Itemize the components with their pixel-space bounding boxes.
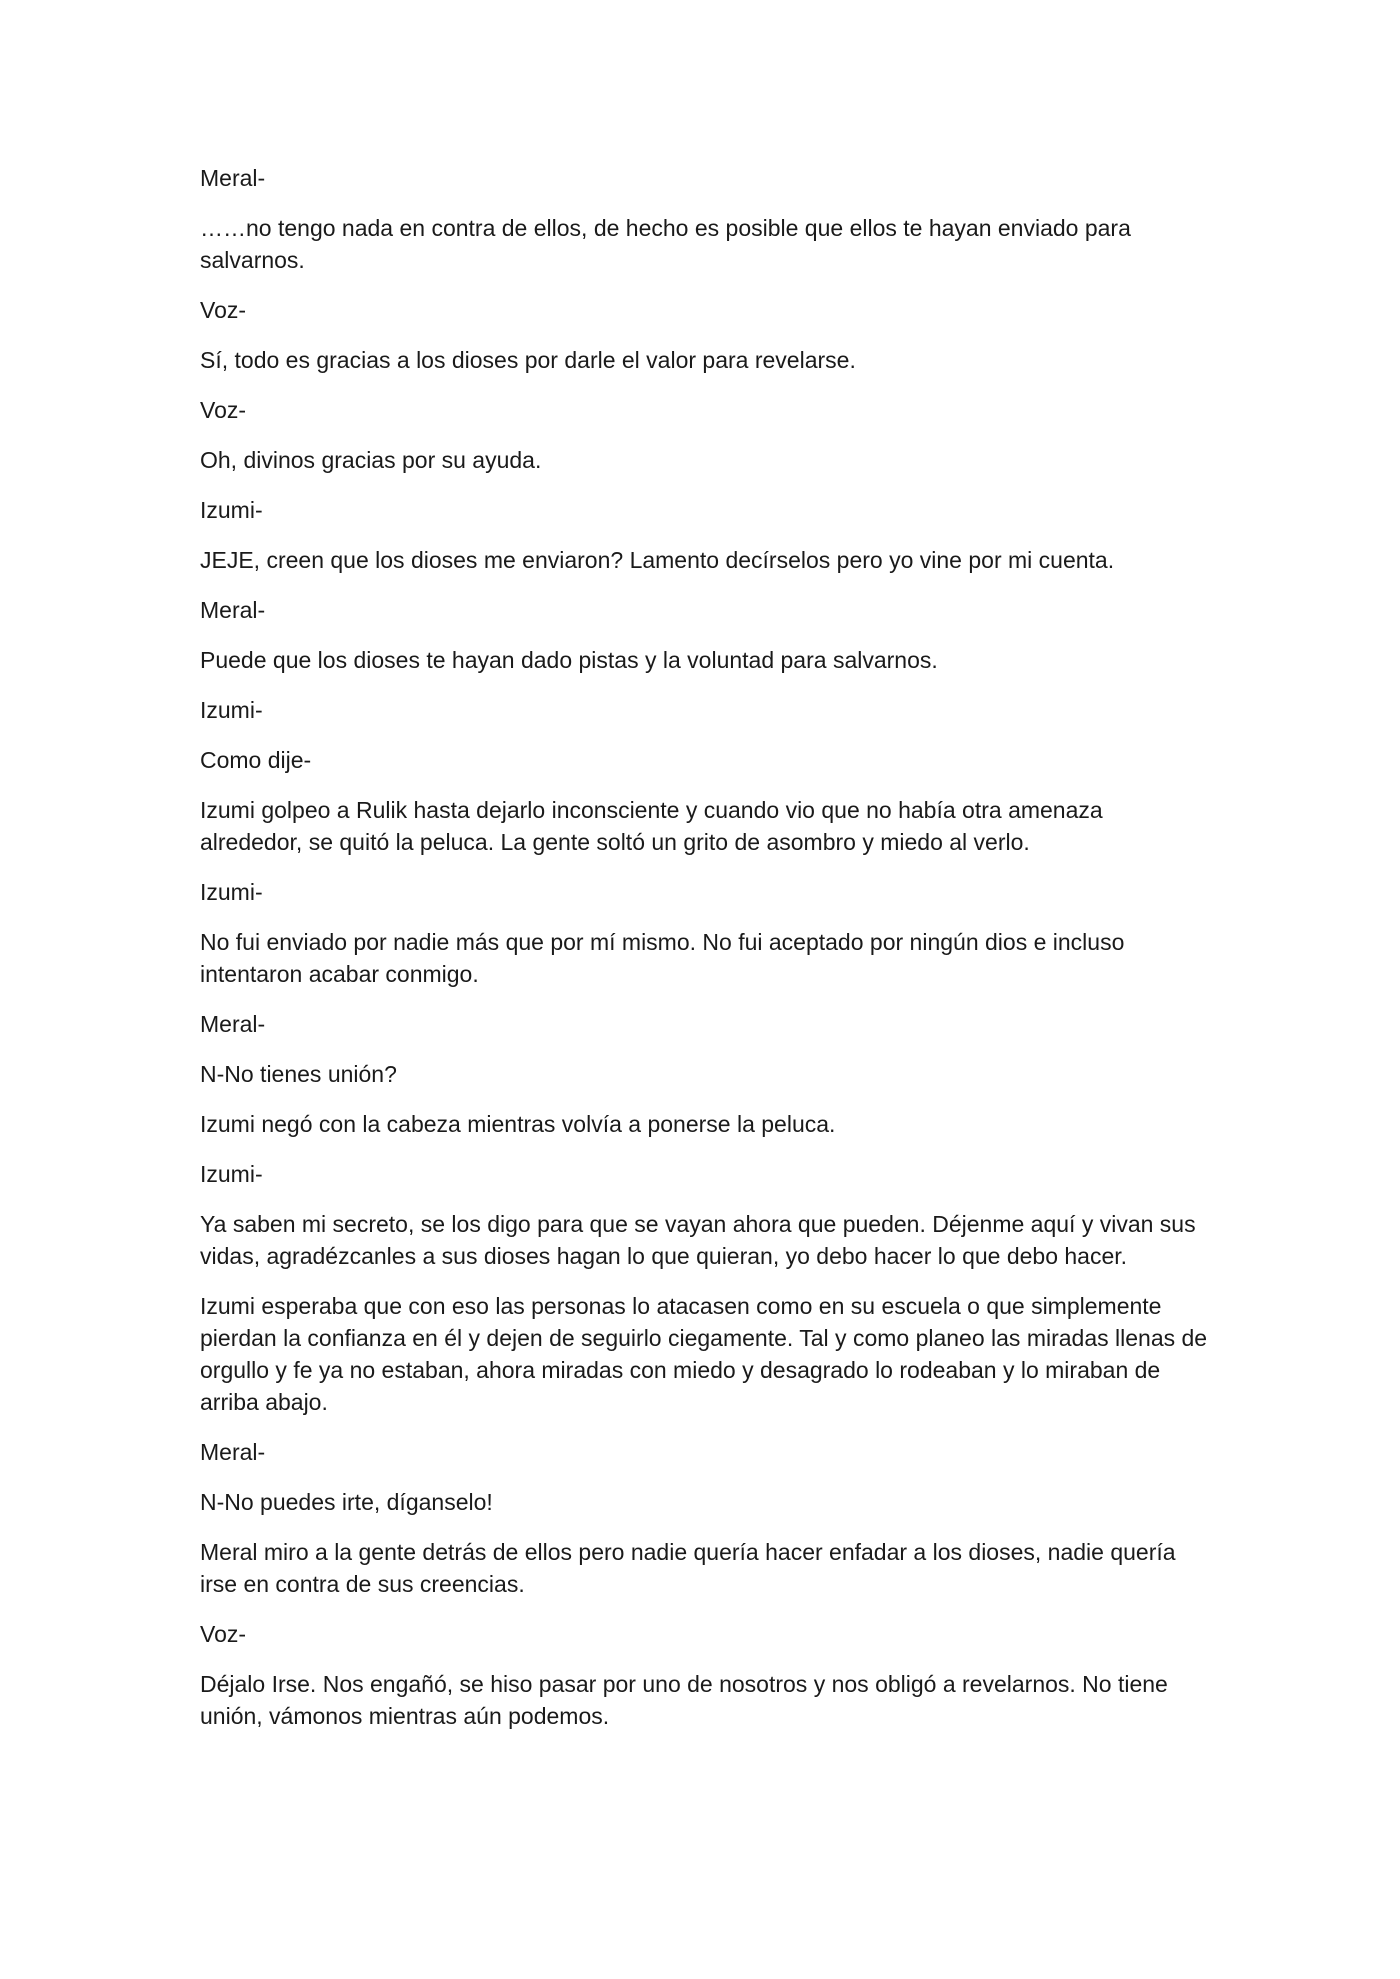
dialogue-paragraph: Como dije-: [200, 747, 312, 773]
speaker-label: Izumi-: [200, 1161, 263, 1187]
speaker-label: Izumi-: [200, 497, 263, 523]
narration-paragraph: Izumi esperaba que con eso las personas lo atacasen como en su escuela o que simplemente pierdan la confianza en él y dejen de seguirlo ciegamente. Tal y como planeo las miradas llenas de orgullo y fe ya no estaban, ahora miradas con miedo y desagrado lo rodeaban y lo miraban de arriba abajo.: [200, 1293, 1208, 1415]
speaker-label: Meral-: [200, 597, 266, 623]
speaker-label: Voz-: [200, 1621, 247, 1647]
narration-paragraph: Izumi golpeo a Rulik hasta dejarlo inconsciente y cuando vio que no había otra amenaza alrededor, se quitó la peluca. La gente soltó un grito de asombro y miedo al verlo.: [200, 797, 1103, 855]
document-page: [200, 162, 1210, 1750]
dialogue-paragraph: Sí, todo es gracias a los dioses por darle el valor para revelarse.: [200, 347, 856, 373]
dialogue-paragraph: Oh, divinos gracias por su ayuda.: [200, 447, 542, 473]
dialogue-paragraph: Puede que los dioses te hayan dado pistas y la voluntad para salvarnos.: [200, 647, 938, 673]
narration-paragraph: Meral miro a la gente detrás de ellos pero nadie quería hacer enfadar a los dioses, nadie quería irse en contra de sus creencias.: [200, 1539, 1176, 1597]
speaker-label: Meral-: [200, 165, 266, 191]
dialogue-paragraph: Ya saben mi secreto, se los digo para que se vayan ahora que pueden. Déjenme aquí y vivan sus vidas, agradézcanles a sus dioses hagan lo que quieran, yo debo hacer lo que debo hacer.: [200, 1211, 1196, 1269]
speaker-label: Voz-: [200, 397, 247, 423]
speaker-label: Meral-: [200, 1439, 266, 1465]
speaker-label: Izumi-: [200, 879, 263, 905]
narration-paragraph: Izumi negó con la cabeza mientras volvía a ponerse la peluca.: [200, 1111, 836, 1137]
dialogue-paragraph: ……no tengo nada en contra de ellos, de hecho es posible que ellos te hayan enviado para salvarnos.: [200, 215, 1131, 273]
dialogue-paragraph: N-No tienes unión?: [200, 1061, 397, 1087]
speaker-label: Meral-: [200, 1011, 266, 1037]
dialogue-paragraph: Déjalo Irse. Nos engañó, se hiso pasar por uno de nosotros y nos obligó a revelarnos. No tiene unión, vámonos mientras aún podemos.: [200, 1671, 1168, 1729]
speaker-label: Voz-: [200, 297, 247, 323]
dialogue-paragraph: JEJE, creen que los dioses me enviaron? Lamento decírselos pero yo vine por mi cuenta.: [200, 547, 1115, 573]
speaker-label: Izumi-: [200, 697, 263, 723]
dialogue-paragraph: N-No puedes irte, díganselo!: [200, 1489, 493, 1515]
dialogue-paragraph: No fui enviado por nadie más que por mí mismo. No fui aceptado por ningún dios e incluso intentaron acabar conmigo.: [200, 929, 1125, 987]
